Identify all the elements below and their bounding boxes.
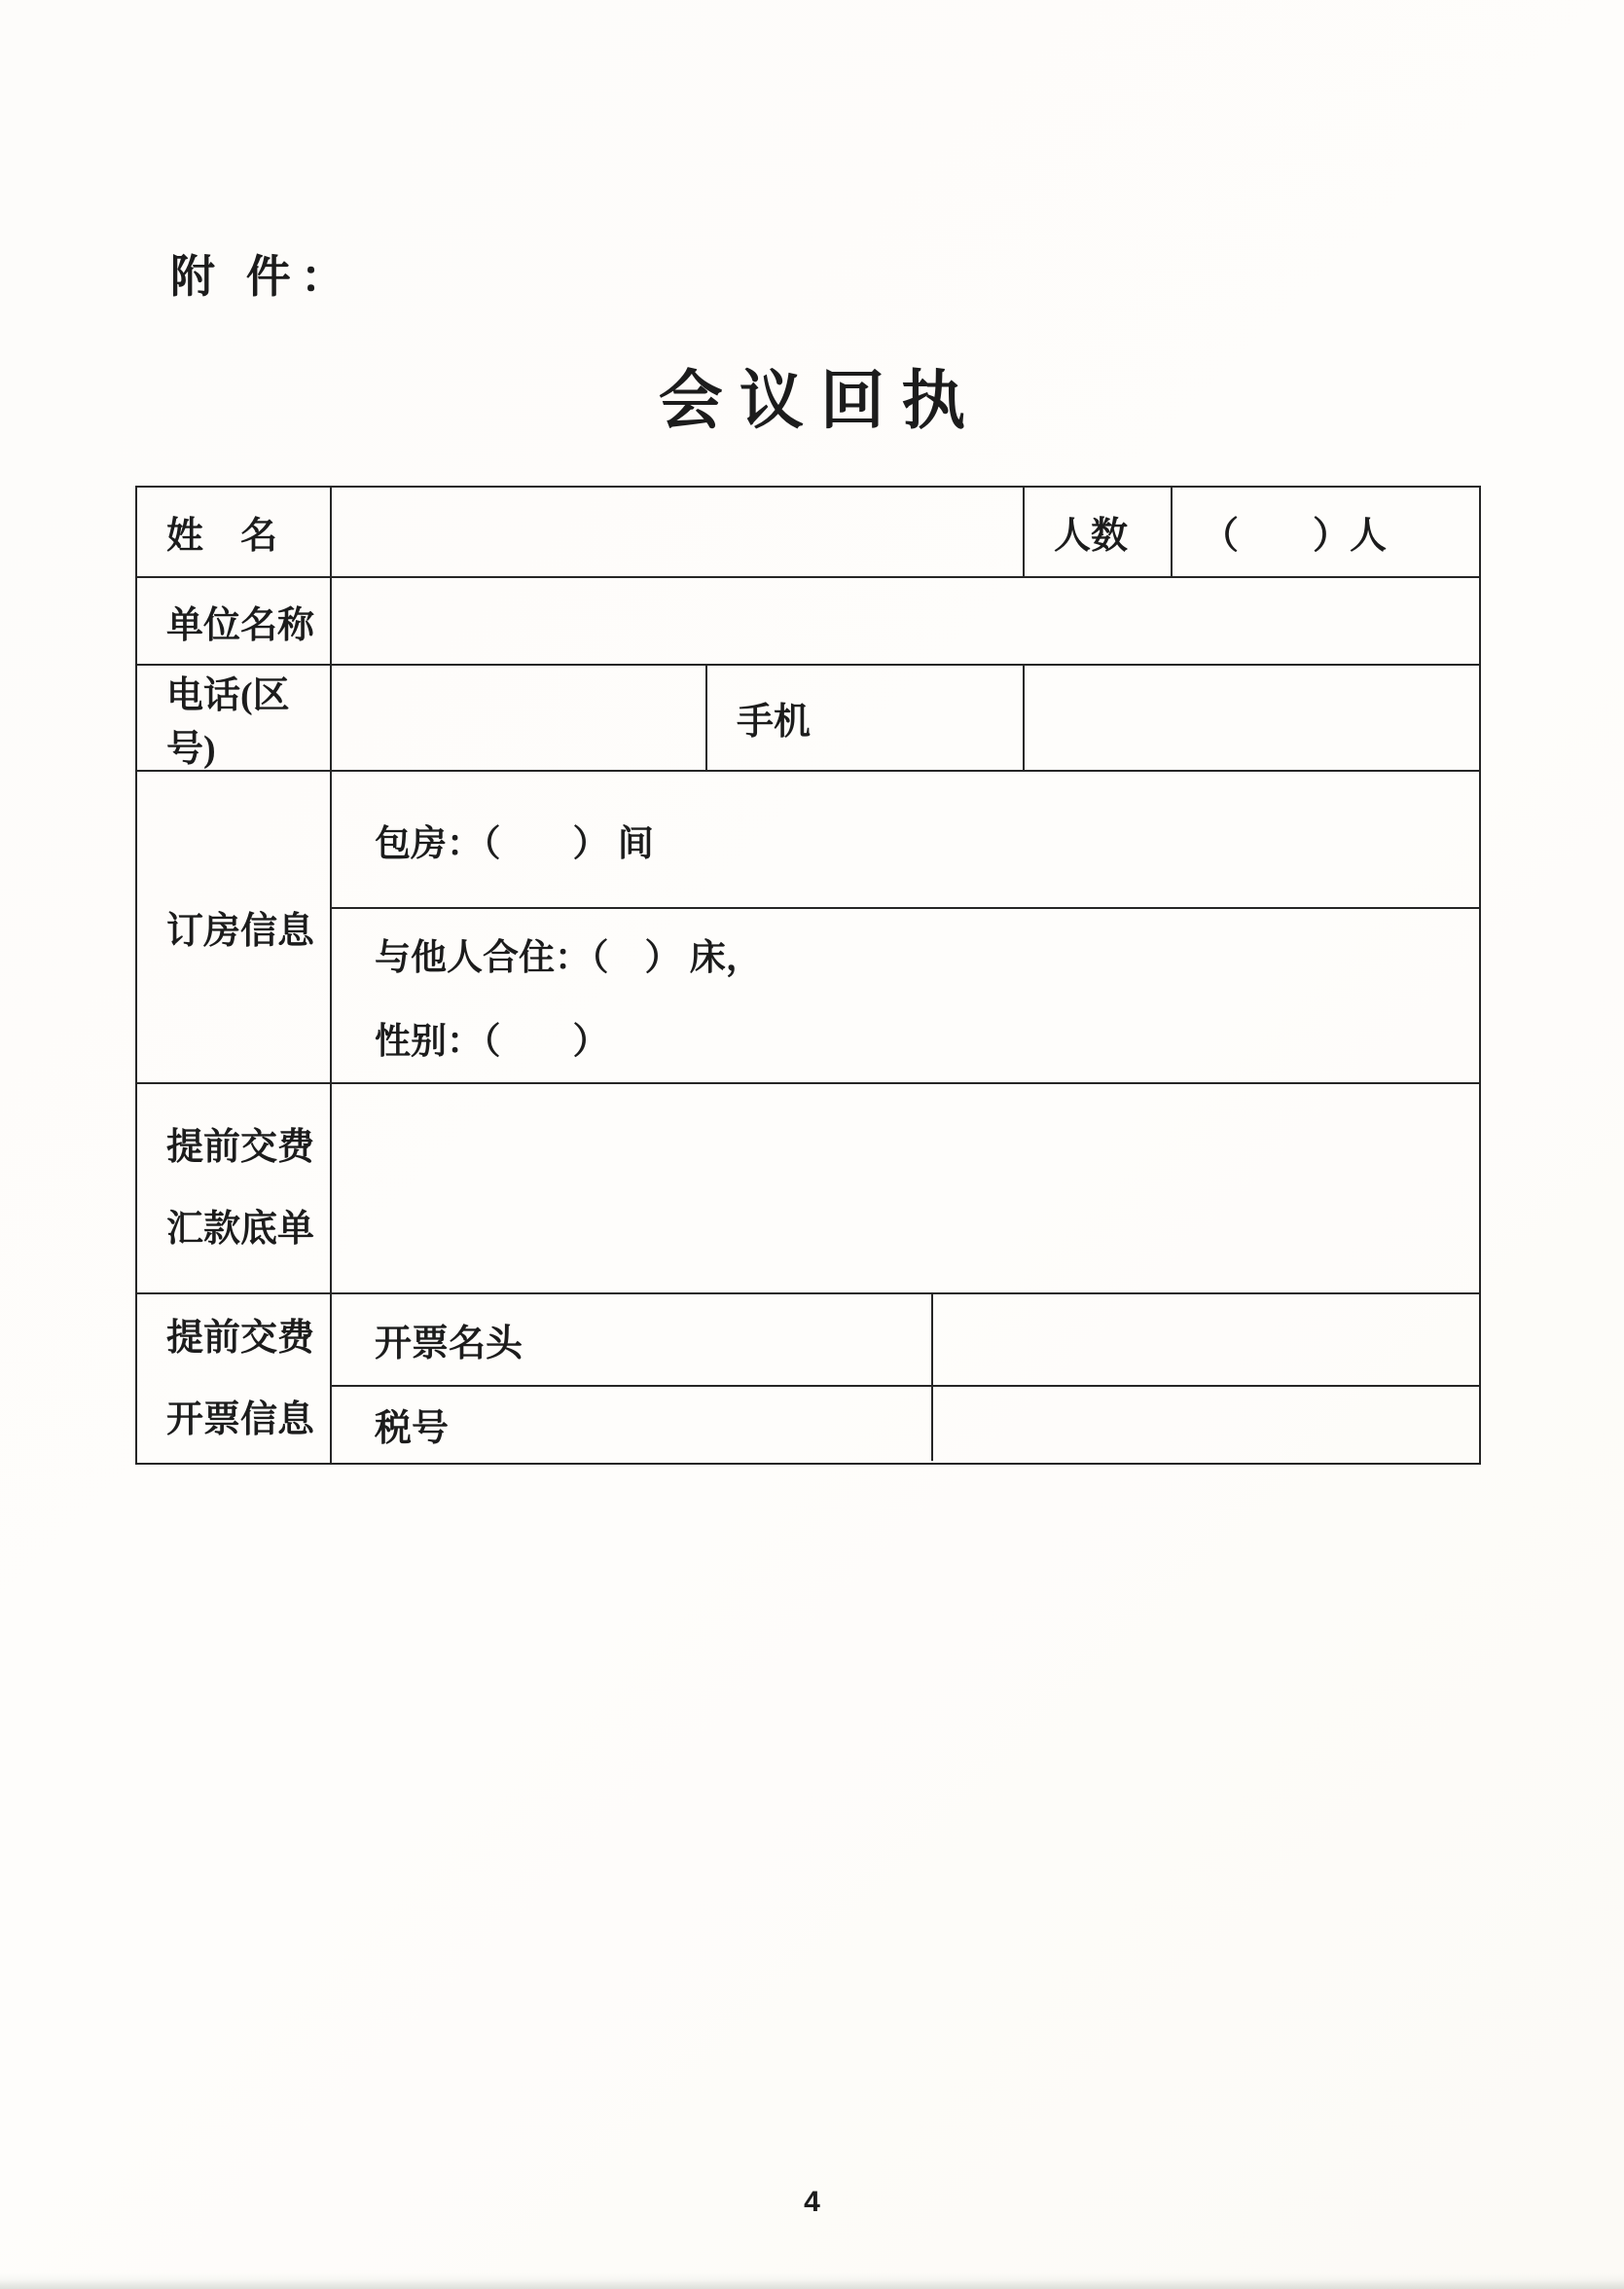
tax-id-label: 税号: [332, 1387, 933, 1461]
organization-field-blank: [332, 578, 1479, 664]
booking-share-line2: 性别：（ ）: [375, 1022, 609, 1062]
prepay-remit-label-line2: 汇款底单: [166, 1209, 315, 1250]
prepay-invoice-label-line2: 开票信息: [166, 1399, 315, 1440]
phone-field-blank: [332, 666, 707, 770]
name-label: 姓 名: [137, 488, 332, 576]
booking-subrows: [332, 772, 1479, 1082]
booking-label: 订房信息: [137, 772, 332, 1082]
meeting-reply-form-table: [135, 486, 1481, 1465]
invoice-title-label: 开票名头: [332, 1294, 933, 1385]
booking-share-line1: 与他人合住：（ ） 床，: [375, 938, 762, 978]
scan-artifact-bottom-edge: [0, 2273, 1624, 2289]
booking-share-subrow: [332, 909, 1479, 1082]
tax-id-subrow: [332, 1387, 1479, 1461]
tax-id-field-blank: [933, 1387, 1479, 1461]
prepay-remit-label-line1: 提前交费: [166, 1127, 315, 1168]
booking-room-line: 包房：（ ） 间: [375, 823, 654, 864]
row-organization: [137, 578, 1479, 666]
row-booking: [137, 772, 1479, 1084]
phone-label: 电话(区号): [137, 666, 332, 770]
invoice-subrows: [332, 1294, 1479, 1463]
invoice-title-field-blank: [933, 1294, 1479, 1385]
prepay-invoice-label-line1: 提前交费: [166, 1317, 315, 1359]
prepay-invoice-label: [137, 1294, 332, 1463]
booking-share-lines: [332, 909, 1479, 1082]
organization-label: 单位名称: [137, 578, 332, 664]
mobile-label: 手机: [707, 666, 1025, 770]
prepay-remit-field-blank: [332, 1084, 1479, 1292]
name-field-blank: [332, 488, 1025, 576]
mobile-field-blank: [1025, 666, 1479, 770]
row-phone: [137, 666, 1479, 772]
page-number: 4: [804, 2186, 820, 2218]
people-count-label: 人数: [1025, 488, 1173, 576]
invoice-title-subrow: [332, 1294, 1479, 1387]
people-count-value: （ ）人: [1202, 516, 1388, 557]
row-prepay-invoice: [137, 1294, 1479, 1463]
booking-room-subrow: [332, 772, 1479, 909]
attachment-label: 附 件：: [170, 252, 355, 302]
row-name: [137, 488, 1479, 578]
page-title: 会议回执: [658, 366, 983, 437]
row-prepay-remit: [137, 1084, 1479, 1294]
prepay-remit-label: [137, 1084, 332, 1292]
